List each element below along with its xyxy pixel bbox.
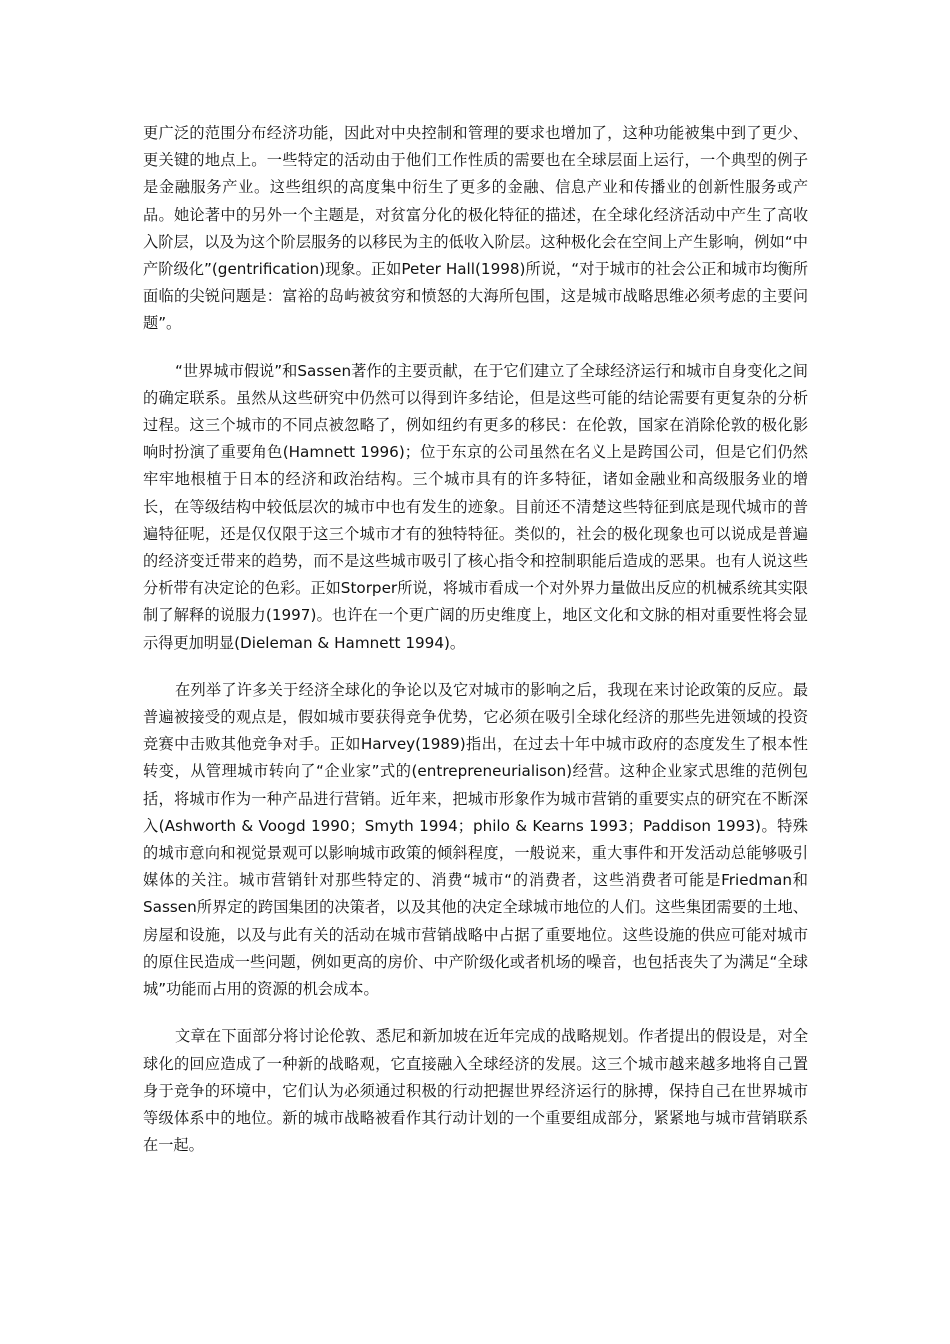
paragraph-2: “世界城市假说”和Sassen著作的主要贡献，在于它们建立了全球经济运行和城市自身变化之间的确定联系。虽然从这些研究中仍然可以得到许多结论，但是这些可能的结论需要有更复杂的分析过程。这三个城市的不同点被忽略了，例如纽约有更多的移民：在伦敦，国家在消除伦敦的极化影响时扮演了重要角色(Hamnett 1996)；位于东京的公司虽然在名义上是跨国公司，但是它们仍然牢牢地根植于日本的经济和政治结构。三个城市具有的许多特征，诸如金融业和高级服务业的增长，在等级结构中较低层次的城市中也有发生的迹象。目前还不清楚这些特征到底是现代城市的普遍特征呢，还是仅仅限于这三个城市才有的独特特征。类似的，社会的极化现象也可以说成是普遍的经济变迁带来的趋势，而不是这些城市吸引了核心指令和控制职能后造成的恶果。也有人说这些分析带有决定论的色彩。正如Storper所说，将城市看成一个对外界力量做出反应的机械系统其实限制了解释的说服力(1997)。也许在一个更广阔的历史维度上，地区文化和文脉的相对重要性将会显示得更加明显(Dieleman & Hamnett 1994)。 [143,361,808,652]
paragraph-1: 更广泛的范围分布经济功能，因此对中央控制和管理的要求也增加了，这种功能被集中到了更少、更关键的地点上。一些特定的活动由于他们工作性质的需要也在全球层面上运行，一个典型的例子是金融服务产业。这些组织的高度集中衍生了更多的金融、信息产业和传播业的创新性服务或产品。她论著中的另外一个主题是，对贫富分化的极化特征的描述，在全球化经济活动中产生了高收入阶层，以及为这个阶层服务的以移民为主的低收入阶层。这种极化会在空间上产生影响，例如“中产阶级化”(gentrification)现象。正如Peter Hall(1998)所说，“对于城市的社会公正和城市均衡所面临的尖锐问题是：富裕的岛屿被贫穷和愤怒的大海所包围，这是城市战略思维必须考虑的主要问题”。 [143,124,808,333]
paragraph-3: 在列举了许多关于经济全球化的争论以及它对城市的影响之后，我现在来讨论政策的反应。最普遍被接受的观点是，假如城市要获得竞争优势，它必须在吸引全球化经济的那些先进领域的投资竞赛中击败其他竞争对手。正如Harvey(1989)指出，在过去十年中城市政府的态度发生了根本性转变，从管理城市转向了“企业家”式的(entrepreneurialison)经营。这种企业家式思维的范例包括，将城市作为一种产品进行营销。近年来，把城市形象作为城市营销的重要实点的研究在不断深入(Ashworth & Voogd 1990；Smyth 1994；philo & Kearns 1993；Paddison 1993)。特殊的城市意向和视觉景观可以影响城市政策的倾斜程度，一般说来，重大事件和开发活动总能够吸引媒体的关注。城市营销针对那些特定的、消费“城市“的消费者，这些消费者可能是Friedman和Sassen所界定的跨国集团的决策者，以及其他的决定全球城市地位的人们。这些集团需要的土地、房屋和设施，以及与此有关的活动在城市营销战略中占据了重要地位。这些设施的供应可能对城市的原住民造成一些问题，例如更高的房价、中产阶级化或者机场的噪音，也包括丧失了为满足“全球城”功能而占用的资源的机会成本。 [143,680,808,999]
document-body [143,120,808,1159]
paragraph-4: 文章在下面部分将讨论伦敦、悉尼和新加坡在近年完成的战略规划。作者提出的假设是，对全球化的回应造成了一种新的战略观，它直接融入全球经济的发展。这三个城市越来越多地将自己置身于竞争的环境中，它们认为必须通过积极的行动把握世界经济运行的脉搏，保持自己在世界城市等级体系中的地位。新的城市战略被看作其行动计划的一个重要组成部分，紧紧地与城市营销联系在一起。 [143,1027,808,1155]
